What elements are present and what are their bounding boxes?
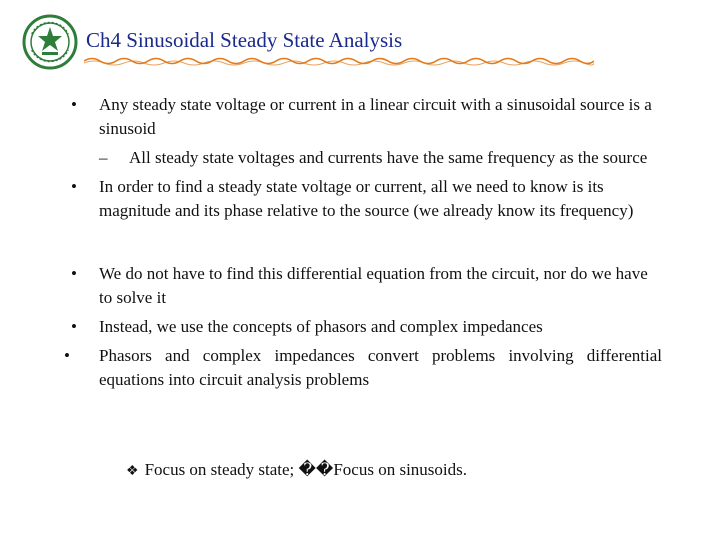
bullet-dot-icon: • [71,177,77,196]
bullet-item [64,175,662,223]
title-underline-decoration [84,54,594,68]
slide-title: Ch4 Sinusoidal Steady State Analysis [86,28,403,52]
sub-bullet-text: All steady state voltages and currents have the same frequency as the source [129,148,648,167]
bullet-dot-icon: • [71,95,77,114]
diamond-bullet-icon: ❖ [126,464,139,479]
bullet-dot-icon: • [71,264,77,283]
bullet-text: Phasors and complex impedances convert problems involving differential equations into circuit analysis problems [99,346,662,389]
bullet-item [64,93,662,141]
focus-note-text: Focus on steady state; ��Focus on sinusoids. [144,460,468,479]
dash-bullet-icon: – [99,148,108,167]
bullet-text: We do not have to find this differential equation from the circuit, nor do we have to solve it [99,264,648,307]
bullet-text: Any steady state voltage or current in a linear circuit with a sinusoidal source is a sinusoid [99,95,652,138]
bullet-item [64,315,662,339]
bullet-item [64,344,662,392]
slide-body [64,93,662,392]
bullet-dot-icon: • [71,317,77,336]
focus-note [126,460,467,480]
bullet-item [64,262,662,310]
bullet-text: Instead, we use the concepts of phasors and complex impedances [99,317,543,336]
sub-bullet-item [64,146,662,170]
bullet-text: In order to find a steady state voltage or current, all we need to know is its magnitude and its phase relative to the source (we already know its frequency) [99,177,634,220]
university-seal-logo [22,14,78,70]
bullet-dot-icon: • [64,346,70,365]
